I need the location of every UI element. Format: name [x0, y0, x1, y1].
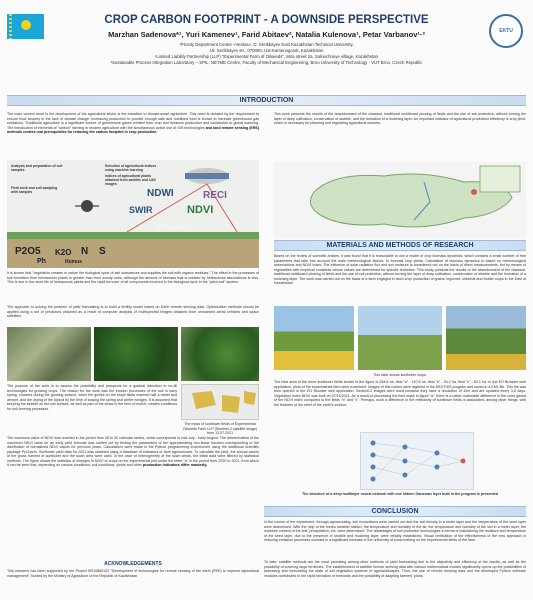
sunflower-photo-3: [446, 306, 526, 370]
sunflower-mask-map: [181, 384, 259, 420]
logo-text: EKTU: [499, 28, 513, 34]
remote-sensing-diagram: [7, 160, 259, 268]
conclusion-paragraph-2: To date, satellite methods are the most promising among other methods of yield forecasting due to the objectivity and efficiency of the results, as well as the possibility of covering large territories. The establishment of satellite remote sensing data with various mathematical models significantly opens up the possibilities of assessing and forecasting the state of soil-vegetation systems of agrolandscapes. Thus, the use of remote sensing data and the developed Python software modules contributes to the rapid formation of forecasts and the possibility of adapting farmers' plans.: [264, 560, 526, 578]
authors: Marzhan Sadenova*¹, Yuri Kamenev¹, Farid Abitaev², Natalia Kulenova¹, Petar Varbanov¹·³: [108, 30, 425, 39]
affiliation-4: ³Sustainable Process Integration Laboratory – SPIL, NETME Centre, Faculty of Mechanical Engineering, Brno University of Technology - VUT Brno, Czech Republic: [110, 60, 423, 65]
label-ndwi: NDWI: [147, 188, 174, 199]
label-k2o: K2O: [55, 248, 72, 257]
methods-paragraph: Based on the review of scientific articles, it was found that it is reasonable to use a model of crop biomass dynamics, which contains a small number of free parameters that take into account the main meteorological factors, to forecast crop yields. Calculation of biomass dynamics is based on meteorological observations and NDVI index. The influence of solar radiation flux and soil moisture is considered not on the basis of direct measurements, but by means of regularities with empirical constants whose values are determined for specific territories. This study presents the results of the abandonment of the classical, traditional moldboard plowing of fields and the use of soil protective, without turning the layer of deep cultivation, conservation of stubble and the formation of a mulching layer. The work was carried out on the basis of a farm engaged in seed crop production of grains, legumes, oilseeds and fodder crops in the East of Kazakhstan.: [274, 254, 526, 285]
intro-right-paragraph: This work presents the results of the abandonment of the classical, traditional moldboard plowing of fields and the use of soil protective, without turning the layer of deep cultivation, conservation of stubble, and the formation of a mulching layer. An important indicator of agricultural production efficiency is crop yield, which is necessary for planning and regulating agricultural markets.: [274, 112, 526, 125]
label-msavi: MSAVI: [157, 222, 188, 233]
intro-paragraph: [7, 112, 259, 135]
affiliation-1: ¹Priority Department Centre «Veritas», D. Serikbayev East Kazakhstan Technical University,: [179, 42, 354, 47]
label-ph: Ph: [37, 258, 46, 265]
purpose-paragraph: The purpose of the work is to assess the possibility and prospects for a gradual transition to no-till technologies for growing crops. The reason for the work was the erosion processes of the soil in early spring, showers during the growing season, when the gullies on the slope fields reached half a meter and deeper, and the drying of the topsoil by the time of sowing the spring and winter wedges. It is assumed that keeping the stubble on the soil surface, as well as part of the straw in the form of mulch, creates conditions for soil-forming processes.: [7, 384, 177, 411]
vegetation-layer: [7, 232, 259, 239]
note-2: Field work and soil sampling with samples: [11, 186, 58, 194]
label-p2o5: P2O5: [15, 246, 41, 257]
approach-paragraph: The approach to solving the problem of yield forecasting is to build a fertility model based on Earth remote sensing data. Optimization methods should be applied using a set of predictors obtained as a result of computer analysis of multispectral images obtained from unmanned aerial vehicles and space satellites.: [7, 305, 259, 318]
field-photo-2: [94, 327, 178, 381]
mask-caption: The mask of sunflower fields of Experimental Oilseeds Farm LLP (Sentinel-2 satellite image) from 13.07.2021: [182, 422, 258, 435]
label-ndvi: NDVI: [187, 204, 214, 216]
field-photo-1: [7, 327, 91, 381]
note-3: Selection of agricultural indices using machine learning: [105, 164, 157, 172]
poster-title: CROP CARBON FOOTPRINT - A DOWNSIDE PERSPECTIVE: [104, 14, 429, 26]
conclusion-paragraph-1: In the course of the experiment, through agroscouting, soil excavations were carried out and the soil density in a meter layer and the temperature of the seed layer were determined. With the help of the meteo weather station, the temperature and humidity of the air, the temperature and humidity of the soil in a meter layer, the moisture content of the leaf, precipitation, etc. were determined. The advantages of soil protection technologies in terms of maintaining the moisture and temperature of the seed layer, due to the presence of stubble and mulching layer, were reliably established. Visual verification of the effectiveness of the new approach in reducing emission processes consists in a significant increase in the uniformity of snow melting on the experimental fields of the farm.: [264, 520, 526, 542]
label-swir: SWIR: [129, 205, 153, 215]
label-n: N: [81, 246, 89, 257]
sunflower-photo-1: [274, 306, 354, 370]
ndvi-paragraph: [7, 436, 259, 468]
ndvi-bold-text: production indicators differ markedly.: [142, 463, 208, 467]
sunflower-caption: This slide shows sunflower crops.: [373, 373, 427, 377]
acknowledgements-heading: ACKNOWLEDGEMENTS: [104, 561, 162, 567]
vegetation-paragraph: It is known that "vegetation creates in nature the biological cycle of ash substances and supplies the soil with organic residues." The effect in the processes of soil formation from herbaceous plants is greater than from woody ones, although the amount of biomass that is created by herbaceous associations is less. This is due to the short life of herbaceous plants and the rapid turnover of all components involved in the biological cycle in the "plant-soil" system.: [7, 271, 259, 284]
note-1: Analysis and preparation of soil samples: [11, 164, 63, 172]
ndvi-text: The maximum value of NDVI was reached in the period from 28 to 30 calendar weeks, which corresponds to mid-July - early August. The determination of the maximum NDVI value for an early yield forecast was carried out by finding the parameters of the approximating non-linear function corresponding to the distribution of normalized NDVI values for previous years. Calculations were made in the Python programming environment using the additional scientific package PyCharm. Sunflower yield data for 2021 was obtained using a database of indicators of farm agroservices. To calculate the yield, the annual values of the gross harvest of sunflower and the sown area were used. In the case of heterogeneity of the sown areas, the initial data were filtered by statistical methods. The figure shows the statistics of changes in NDVI of crops on the experimental plot under the letter "a" in the period from 2020 to 2021, from which it can be seen that, depending on various conditions, soil conditions, yields and other: [7, 436, 259, 467]
nn-caption: The structure of a deep multilayer neural network with one hidden Gaussian layer built in the program is presented: [301, 492, 499, 496]
acknowledgements-paragraph: This research has been supported by the Project BR10865102 "Development of technologies for remote sensing of the earth (RSE) to improve agricultural management", funded by the Ministry of Agriculture of the Republic of Kazakhstan.: [7, 569, 259, 578]
farm-location-marker: [471, 189, 477, 195]
fields-paragraph: The total area of the three sunflower fields shown in the figure is 264.8 ha, field "a" - 110.5 ha, field "b" - 54.2 ha, field "c" - 82.1 ha. In the EO Browser web application, plots of the experimental farm were examined. Images of this culture were digitized in the NEXTGIS program and saved in a KML file. This file was then opened in the EO Browser web application. Sentinel-2 images were used because they have a resolution of 10m and are updated every 3-5 days. Vegetation index NDVI was built on 07/13/2021. As a result of processing the field mask in figure "a", there is a rather noticeable difference in the color gamut of the NDVI index compared to the fields "b" and "c". Perhaps, such a difference in the reflectivity of sunflower fields is associated, among other things, with the features of the relief of the earth's surface.: [274, 380, 526, 407]
kazakhstan-flag-icon: [7, 14, 44, 39]
kazakhstan-map: [274, 162, 526, 238]
intro-bold-text: and land remote sensing (ERS) methods creates real prerequisites for reducing the carbon footprint in crop production.: [7, 125, 260, 134]
neural-network-diagram: [360, 432, 474, 490]
university-logo-icon: [489, 14, 523, 48]
label-s: S: [99, 246, 106, 257]
note-4: Indices of agricultural plants obtained from satellite and UAV images: [105, 174, 156, 186]
label-humus: Humus: [65, 259, 82, 265]
sunflower-photo-2: [358, 306, 442, 370]
conclusion-heading: CONCLUSION: [264, 506, 526, 517]
affiliation-2: 19, Serikbayev str., 070000, Ust-Kamenogorsk, Kazakhstan: [209, 48, 324, 53]
introduction-heading: INTRODUCTION: [7, 95, 526, 106]
materials-heading: MATERIALS AND METHODS OF RESEARCH: [274, 240, 526, 251]
intro-text: The main current trend in the development of the agricultural sector is the transition to climate-smart agriculture. This need is dictated by the requirement to ensure food security in the face of climate change: increasing production to provide enough safe and nutritious food is known to increase greenhouse gas emissions. Traditional agriculture is a significant source of greenhouse gases emitted from crop and livestock production and contributes to global warming. The introduction of elements of "carbon" farming in modern agriculture with the simultaneous active use of GIS technologies: [7, 112, 259, 130]
label-reci: RECI: [203, 190, 227, 201]
field-photo-3: [181, 327, 259, 381]
neural-network-graphic: [361, 433, 475, 491]
affiliation-3: ²Limited Liability Partnership (LLP) "Experimental Farm of Oilseeds", Mira street 2a, Solnechnoye village, Kazakhstan: [154, 54, 378, 59]
